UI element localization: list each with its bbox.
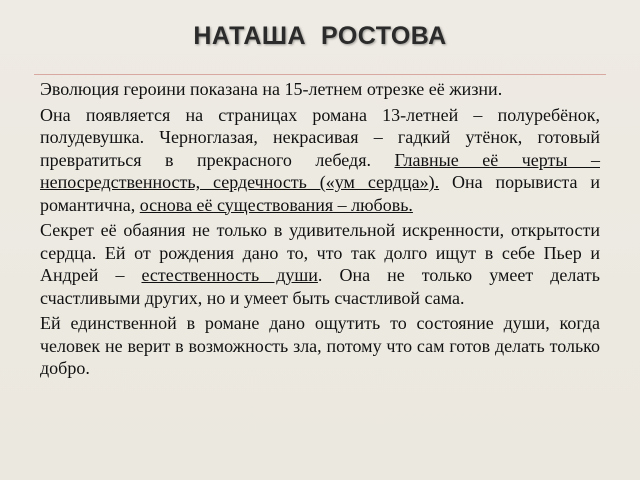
paragraph-2-underlined-2: основа её существования – любовь. [139,194,413,215]
slide-title: НАТАША РОСТОВА [193,22,447,50]
paragraph-3-text-2: . Она не только умеет делать счастливыми других, но и умеет быть счастливой сама. [40,265,600,308]
paragraph-3-underlined-1: естественность души [141,265,318,285]
paragraph-1: Эволюция героини показана на 15-летнем отрезке её жизни. [40,79,503,99]
paragraph-2-text-1: Она появляется на страницах романа 13-летней – полуребёнок, полудевушка. Черноглазая, некрасивая – гадкий утёнок, готовый превратиться в прекрасного лебедя. [40,104,600,170]
slide-content [40,78,600,383]
title-divider [34,74,606,75]
paragraph-3 [40,219,600,309]
paragraph-2 [40,104,600,217]
paragraph-2-underlined-1: Главные её черты – непосредственность, сердечность («ум сердца»). [40,149,600,192]
paragraph-3-text-1: Секрет её обаяния не только в удивительной искренности, открытости сердца. Ей от рождения дано то, что так долго ищут в себе Пьер и Андрей – [40,220,600,285]
paragraph-2-text-2: Она порывиста и романтична, [40,172,600,215]
paragraph-4: Ей единственной в романе дано ощутить то состояние души, когда человек не верит в возможность зла, потому что сам готов делать только добро. [40,313,600,378]
